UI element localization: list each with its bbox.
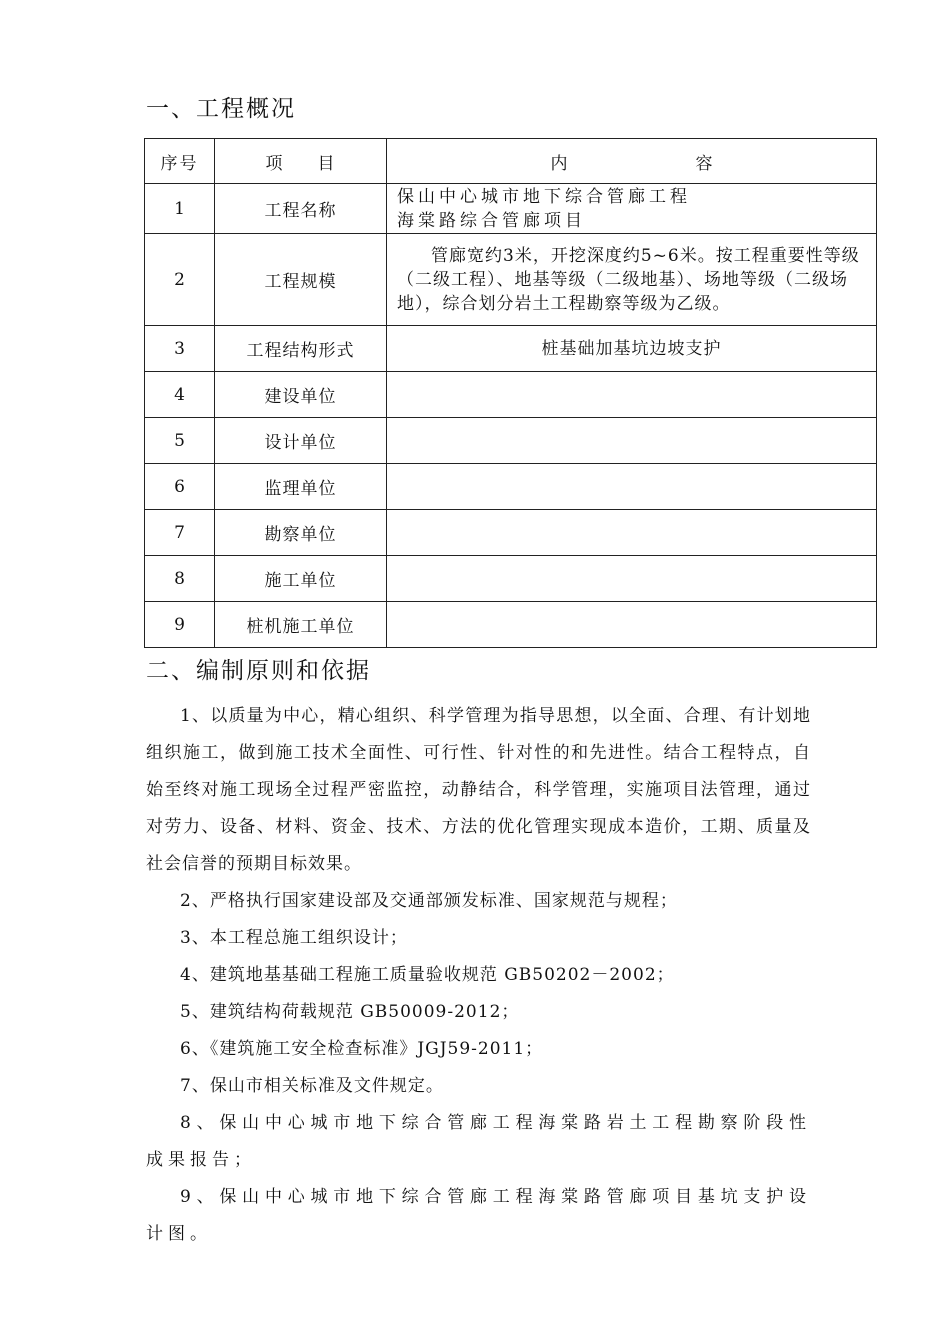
row-content: 桩基础加基坑边坡支护	[387, 326, 877, 372]
table-row	[145, 418, 877, 464]
row-no: 4	[145, 372, 215, 418]
paragraph: 8、保山中心城市地下综合管廊工程海棠路岩土工程勘察阶段性成果报告；	[146, 1113, 811, 1170]
principles-body	[146, 698, 811, 1253]
table-row	[145, 602, 877, 648]
paragraph: 1、以质量为中心，精心组织、科学管理为指导思想，以全面、合理、有计划地组织施工，做到施工技术全面性、可行性、针对性的和先进性。结合工程特点，自始至终对施工现场全过程严密监控，动静结合，科学管理，实施项目法管理，通过对劳力、设备、材料、资金、技术、方法的优化管理实现成本造价，工期、质量及社会信誉的预期目标效果。	[146, 706, 811, 874]
section-title-overview: 一、工程概况	[146, 96, 296, 122]
row-item: 监理单位	[215, 464, 387, 510]
row-item: 工程规模	[215, 234, 387, 326]
table-row	[145, 556, 877, 602]
header-content-b: 容	[695, 153, 713, 174]
row-content	[387, 556, 877, 602]
row-content	[387, 418, 877, 464]
paragraph: 3、本工程总施工组织设计；	[180, 928, 408, 948]
paragraph: 2、严格执行国家建设部及交通部颁发标准、国家规范与规程；	[180, 891, 678, 911]
table-row	[145, 234, 877, 326]
row-no: 1	[145, 184, 215, 234]
table-header-row	[145, 139, 877, 184]
row-no: 7	[145, 510, 215, 556]
header-no: 序号	[145, 139, 215, 184]
header-item-a: 项	[265, 153, 284, 174]
table-row	[145, 326, 877, 372]
paragraph: 6、《建筑施工安全检查标准》JGJ59-2011；	[180, 1039, 544, 1059]
row-no: 8	[145, 556, 215, 602]
row-item: 建设单位	[215, 372, 387, 418]
row-item: 施工单位	[215, 556, 387, 602]
row-item: 勘察单位	[215, 510, 387, 556]
row-item: 工程结构形式	[215, 326, 387, 372]
row-item: 工程名称	[215, 184, 387, 234]
row-content-line: 保山中心城市地下综合管廊工程	[397, 186, 691, 207]
table-row	[145, 184, 877, 234]
paragraph: 5、建筑结构荷载规范 GB50009-2012；	[180, 1002, 520, 1022]
row-content	[387, 464, 877, 510]
section-title-principles: 二、编制原则和依据	[146, 658, 371, 684]
row-content	[387, 602, 877, 648]
table-row	[145, 464, 877, 510]
paragraph: 4、建筑地基基础工程施工质量验收规范 GB50202－2002；	[180, 965, 675, 985]
row-no: 6	[145, 464, 215, 510]
row-no: 9	[145, 602, 215, 648]
row-content-line: 海棠路综合管廊项目	[397, 210, 586, 231]
row-content	[387, 372, 877, 418]
row-item: 桩机施工单位	[215, 602, 387, 648]
header-item-b: 目	[317, 153, 336, 174]
table-row	[145, 372, 877, 418]
header-item	[215, 139, 387, 184]
project-overview-table	[144, 138, 877, 648]
header-content-a: 内	[550, 153, 568, 174]
table-row	[145, 510, 877, 556]
row-content	[387, 184, 877, 234]
row-no: 3	[145, 326, 215, 372]
paragraph: 9、保山中心城市地下综合管廊工程海棠路管廊项目基坑支护设计图。	[146, 1187, 811, 1244]
row-content: 管廊宽约3米，开挖深度约5~6米。按工程重要性等级（二级工程）、地基等级（二级地基）、场地等级（二级场地），综合划分岩土工程勘察等级为乙级。	[387, 234, 877, 326]
header-content	[387, 139, 877, 184]
row-content	[387, 510, 877, 556]
row-no: 5	[145, 418, 215, 464]
row-item: 设计单位	[215, 418, 387, 464]
row-no: 2	[145, 234, 215, 326]
paragraph: 7、保山市相关标准及文件规定。	[180, 1076, 444, 1096]
